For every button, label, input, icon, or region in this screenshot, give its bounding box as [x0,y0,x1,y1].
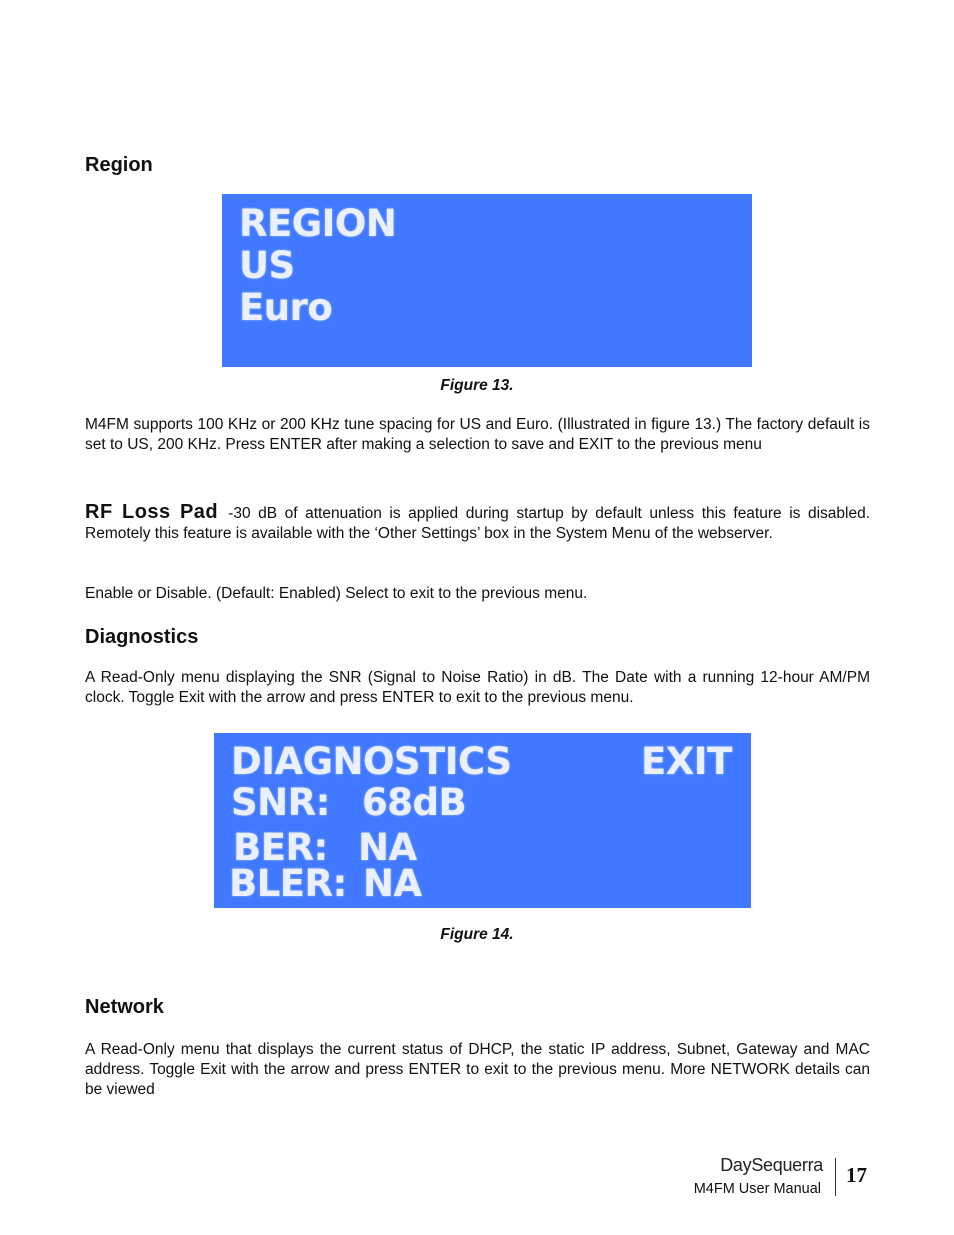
region-lcd-line-euro: Euro [239,286,333,329]
rf-loss-pad-default-text: Enable or Disable. (Default: Enabled) Select to exit to the previous menu. [85,585,588,602]
rf-loss-pad-paragraph [85,502,870,544]
diagnostics-lcd-exit: EXIT [641,740,732,783]
diagnostics-lcd-snr-label: SNR: [231,781,330,824]
rf-loss-pad-heading: RF Loss Pad [85,501,219,523]
diagnostics-lcd-ber-value: NA [358,826,417,869]
figure-13-caption: Figure 13. [440,377,514,394]
diagnostics-heading: Diagnostics [85,626,199,648]
region-lcd-line-us: US [239,244,295,287]
diagnostics-lcd-bler-label: BLER: [229,862,347,905]
region-lcd-line-title: REGION [239,202,397,245]
diagnostics-lcd-figure [214,733,751,908]
rf-loss-pad-body-text: -30 dB of attenuation is applied during startup by default unless this feature is disabled. Remotely this feature is available with the ‘Other Settings’ box in the System Menu of the webserver. [85,505,871,542]
figure-14-caption: Figure 14. [440,926,514,943]
region-heading: Region [85,154,153,176]
network-body-text: A Read-Only menu that displays the current status of DHCP, the static IP address, Subnet, Gateway and MAC address. Toggle Exit with the arrow and press ENTER to exit to the previous menu. More NETWORK details can be viewed [85,1041,870,1098]
diagnostics-body-text: A Read-Only menu displaying the SNR (Signal to Noise Ratio) in dB. The Date with a running 12-hour AM/PM clock. Toggle Exit with the arrow and press ENTER to exit to the previous menu. [85,669,870,706]
diagnostics-lcd-bler-value: NA [363,862,422,905]
region-lcd-figure [222,194,752,367]
footer-brand-logo: DaySequerra [720,1155,823,1175]
page-number: 17 [846,1163,867,1187]
region-body-text: M4FM supports 100 KHz or 200 KHz tune spacing for US and Euro. (Illustrated in figure 13.) The factory default is set to US, 200 KHz. Press ENTER after making a selection to save and EXIT to the previous menu [85,416,870,453]
diagnostics-lcd-snr-value: 68dB [362,781,467,824]
footer-manual-title: M4FM User Manual [693,1181,821,1197]
diagnostics-lcd-title: DIAGNOSTICS [231,740,512,783]
network-heading: Network [85,996,164,1018]
footer-divider [835,1158,836,1196]
diagnostics-lcd-ber-label: BER: [233,826,328,869]
